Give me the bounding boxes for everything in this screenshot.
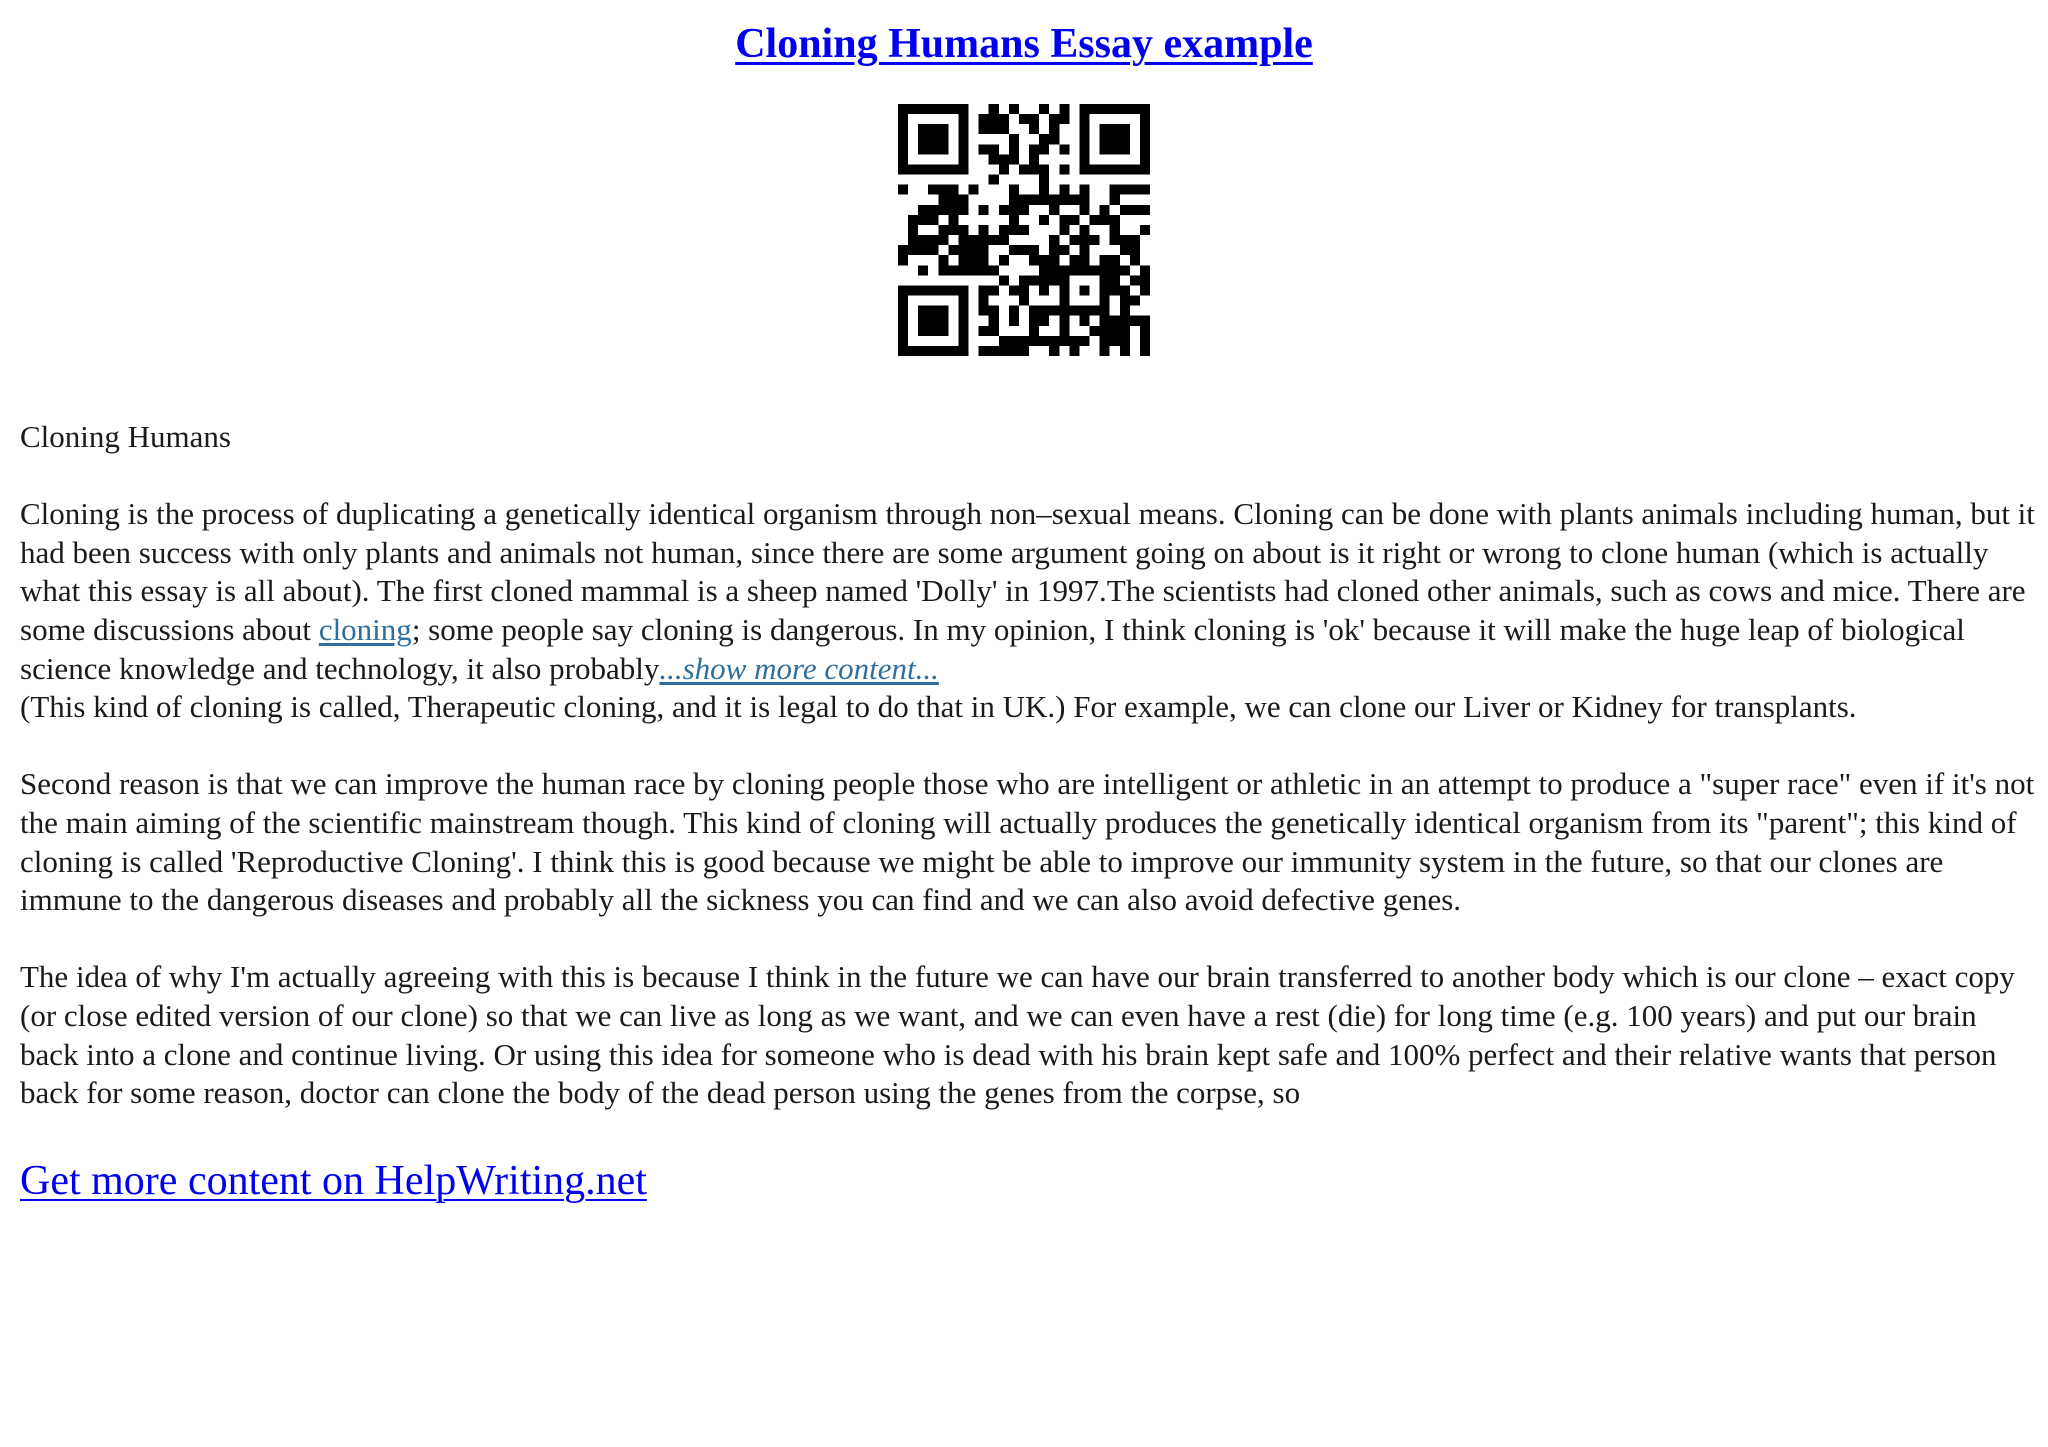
- title-container: [0, 16, 2048, 72]
- show-more-content-link[interactable]: ...show more content...: [659, 650, 939, 686]
- paragraph-1-text-end: ; some people say cloning is dangerous. In my opinion, I think cloning is 'ok' because it will make the huge leap of biological science knowledge and technology, it also probably: [20, 611, 1965, 686]
- paragraph-1-text-start: Cloning is the process of duplicating a genetically identical organism through non–sexual means. Cloning can be done with plants animals including human, but it had been success with only plants and animals not human, since there are some argument going on about is it right or wrong to clone human (which is actually what this essay is all about). The first cloned mammal is a sheep named 'Dolly' in 1997.The scientists had cloned other animals, such as cows and mice. There are some discussions about: [20, 496, 2035, 647]
- essay-paragraph-1-continued: (This kind of cloning is called, Therapeutic cloning, and it is legal to do that in UK.) For example, we can clone our Liver or Kidney for transplants.: [20, 689, 1857, 725]
- essay-paragraph-2: Second reason is that we can improve the human race by cloning people those who are intelligent or athletic in an attempt to produce a "super race" even if it's not the main aiming of the scientific mainstream though. This kind of cloning will actually produces the genetically identical organism from its "parent"; this kind of cloning is called 'Reproductive Cloning'. I think this is good because we might be able to improve our immunity system in the future, so that our clones are immune to the dangerous diseases and probably all the sickness you can find and we can also avoid defective genes.: [20, 766, 2035, 918]
- essay-paragraph-1: [20, 495, 2035, 688]
- get-more-content-link[interactable]: Get more content on HelpWriting.net: [20, 1158, 647, 1204]
- essay-heading: Cloning Humans: [20, 419, 231, 454]
- page-title-link[interactable]: Cloning Humans Essay example: [735, 21, 1313, 67]
- essay-body: [20, 418, 2035, 1113]
- qr-code-icon: [898, 104, 1150, 356]
- cloning-link[interactable]: cloning: [318, 611, 412, 647]
- essay-paragraph-3: The idea of why I'm actually agreeing with this is because I think in the future we can have our brain transferred to another body which is our clone – exact copy (or close edited version of our clone) so that we can live as long as we want, and we can even have a rest (die) for long time (e.g. 100 years) and put our brain back into a clone and continue living. Or using this idea for someone who is dead with his brain kept safe and 100% perfect and their relative wants that person back for some reason, doctor can clone the body of the dead person using the genes from the corpse, so: [20, 959, 2015, 1111]
